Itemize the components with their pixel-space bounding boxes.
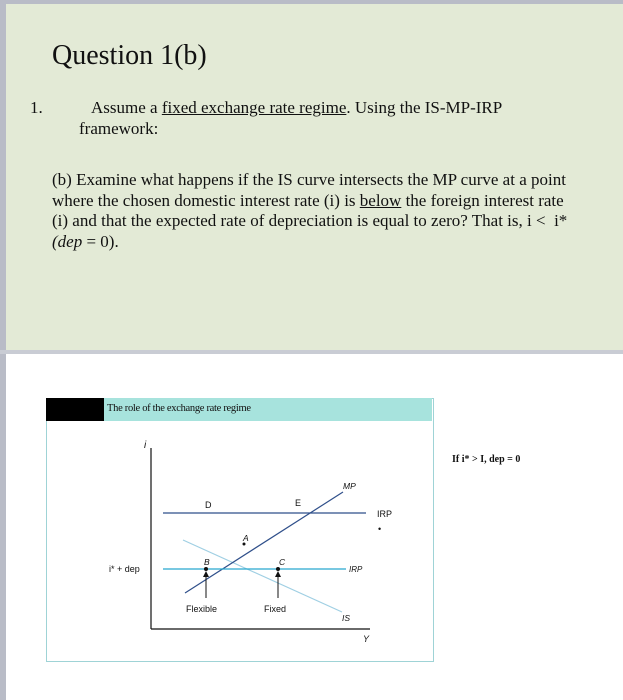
point-b-dot <box>204 567 208 571</box>
side-note: If i* > I, dep = 0 <box>452 454 521 465</box>
intro-underlined-term: fixed exchange rate regime <box>161 98 347 117</box>
irp-dot: • <box>378 524 382 534</box>
intro-text-1: Assume a <box>91 98 162 117</box>
intro-text-2: . Using the IS-MP-IRP <box>346 98 503 117</box>
partb-text-3: = 0). <box>82 231 119 251</box>
slide-title: Question 1(b) <box>52 40 207 71</box>
point-c-dot <box>276 567 280 571</box>
flexible-arrowhead <box>203 571 209 577</box>
partb-text-1: (b) Examine what happens if the IS curve intersects the MP curve at a point where the chosen domestic interest rate (i) is <box>52 170 566 210</box>
level-label: i* + dep <box>109 564 140 574</box>
diagram-title: The role of the exchange rate regime <box>107 403 251 414</box>
partb-text-2: the foreign interest rate (i) and that the expected rate of depreciation is equal to zero? That is, i < i* <box>52 190 568 230</box>
point-d-label: D <box>205 500 212 510</box>
question-intro-line2: framework: <box>79 119 159 138</box>
fixed-label: Fixed <box>264 604 287 614</box>
question-number: 1. <box>30 98 43 117</box>
partb-underlined-below: below <box>359 190 402 210</box>
irp-lower-label: IRP <box>349 565 363 574</box>
y-axis-label: i <box>144 440 147 451</box>
point-a-label: A <box>243 533 249 543</box>
irp-upper-label: IRP <box>377 509 393 519</box>
mp-label: MP <box>343 481 356 491</box>
is-label: IS <box>342 613 351 623</box>
flexible-label: Flexible <box>186 604 218 614</box>
point-c-label: C <box>279 557 286 567</box>
x-axis-label: Y <box>363 634 370 644</box>
partb-italic-dep: (dep <box>52 231 83 251</box>
fixed-arrowhead <box>275 571 281 577</box>
point-e-label: E <box>295 498 302 508</box>
point-b-label: B <box>204 557 210 567</box>
